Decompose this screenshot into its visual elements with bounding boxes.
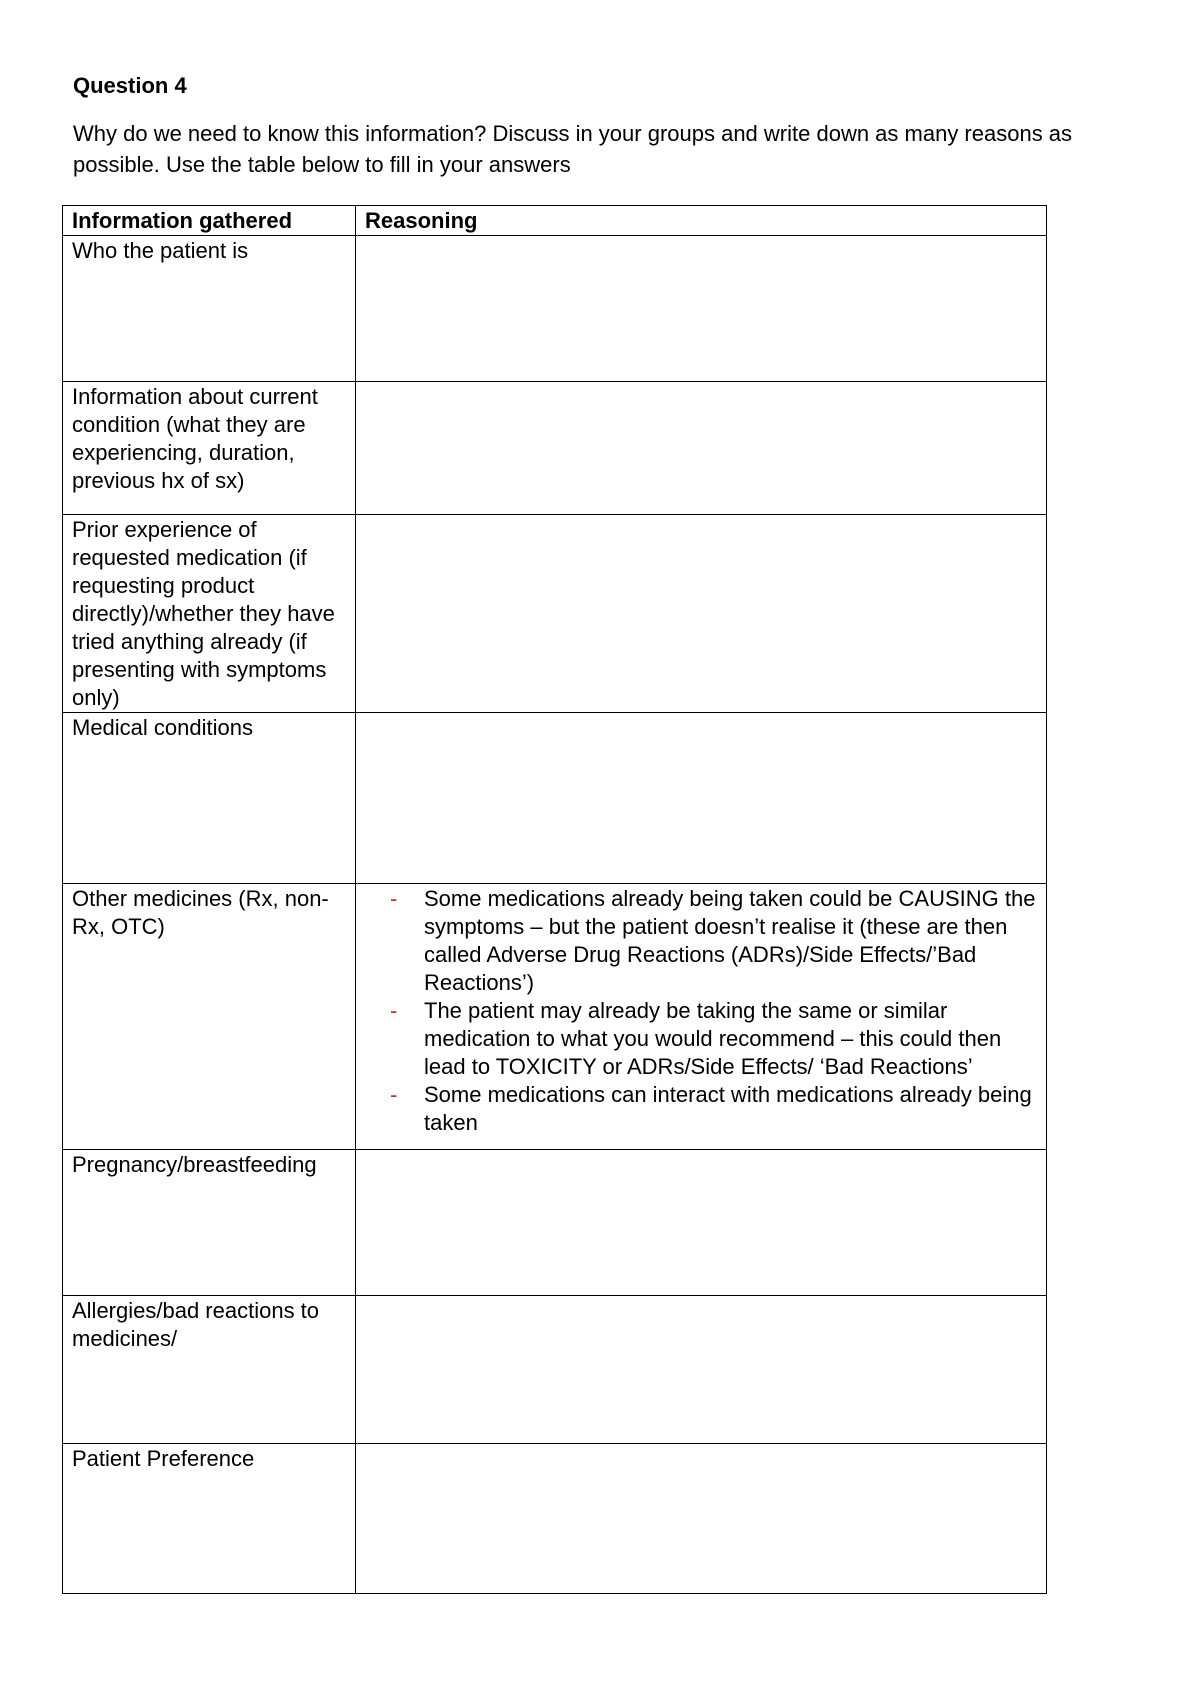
info-cell: Information about current condition (what they are experiencing, duration, previous hx of sx) — [63, 382, 356, 515]
info-cell: Prior experience of requested medication (if requesting product directly)/whether they have tried anything already (if presenting with symptoms only) — [63, 515, 356, 713]
reasoning-cell[interactable] — [356, 1444, 1047, 1594]
reasoning-cell[interactable] — [356, 1150, 1047, 1296]
reasoning-cell[interactable] — [356, 236, 1047, 382]
info-cell: Allergies/bad reactions to medicines/ — [63, 1296, 356, 1444]
reasoning-cell[interactable] — [356, 515, 1047, 713]
table-row — [63, 1150, 1047, 1296]
info-cell: Other medicines (Rx, non-Rx, OTC) — [63, 884, 356, 1150]
table-row — [63, 1296, 1047, 1444]
reasoning-bullet-list — [365, 885, 1037, 1137]
info-cell: Who the patient is — [63, 236, 356, 382]
info-cell: Pregnancy/breastfeeding — [63, 1150, 356, 1296]
header-information-gathered: Information gathered — [63, 206, 356, 236]
bullet-dash: - — [390, 886, 398, 911]
reasoning-cell[interactable] — [356, 382, 1047, 515]
info-cell: Patient Preference — [63, 1444, 356, 1594]
reasoning-cell[interactable] — [356, 884, 1047, 1150]
table-row — [63, 382, 1047, 515]
table-header-row — [63, 206, 1047, 236]
bullet-dash: - — [390, 998, 398, 1023]
table-row — [63, 1444, 1047, 1594]
reasoning-bullet — [390, 997, 1037, 1081]
answer-table — [62, 205, 1047, 1594]
bullet-text: Some medications can interact with medications already being taken — [424, 1082, 1032, 1135]
bullet-text: Some medications already being taken could be CAUSING the symptoms – but the patient doesn’t realise it (these are then called Adverse Drug Reactions (ADRs)/Side Effects/’Bad Reactions’) — [424, 886, 1036, 995]
question-heading: Question 4 — [73, 73, 187, 98]
table-row — [63, 236, 1047, 382]
table-row — [63, 884, 1047, 1150]
table-row — [63, 515, 1047, 713]
bullet-text: The patient may already be taking the same or similar medication to what you would recommend – this could then lead to TOXICITY or ADRs/Side Effects/ ‘Bad Reactions’ — [424, 998, 1002, 1079]
reasoning-bullet — [390, 885, 1037, 997]
question-instructions: Why do we need to know this information? Discuss in your groups and write down as many reasons as possible. Use the table below to fill in your answers — [73, 121, 1073, 177]
reasoning-bullet — [390, 1081, 1037, 1137]
reasoning-cell[interactable] — [356, 713, 1047, 884]
table-row — [63, 713, 1047, 884]
reasoning-cell[interactable] — [356, 1296, 1047, 1444]
header-reasoning: Reasoning — [356, 206, 1047, 236]
info-cell: Medical conditions — [63, 713, 356, 884]
bullet-dash: - — [390, 1082, 398, 1107]
